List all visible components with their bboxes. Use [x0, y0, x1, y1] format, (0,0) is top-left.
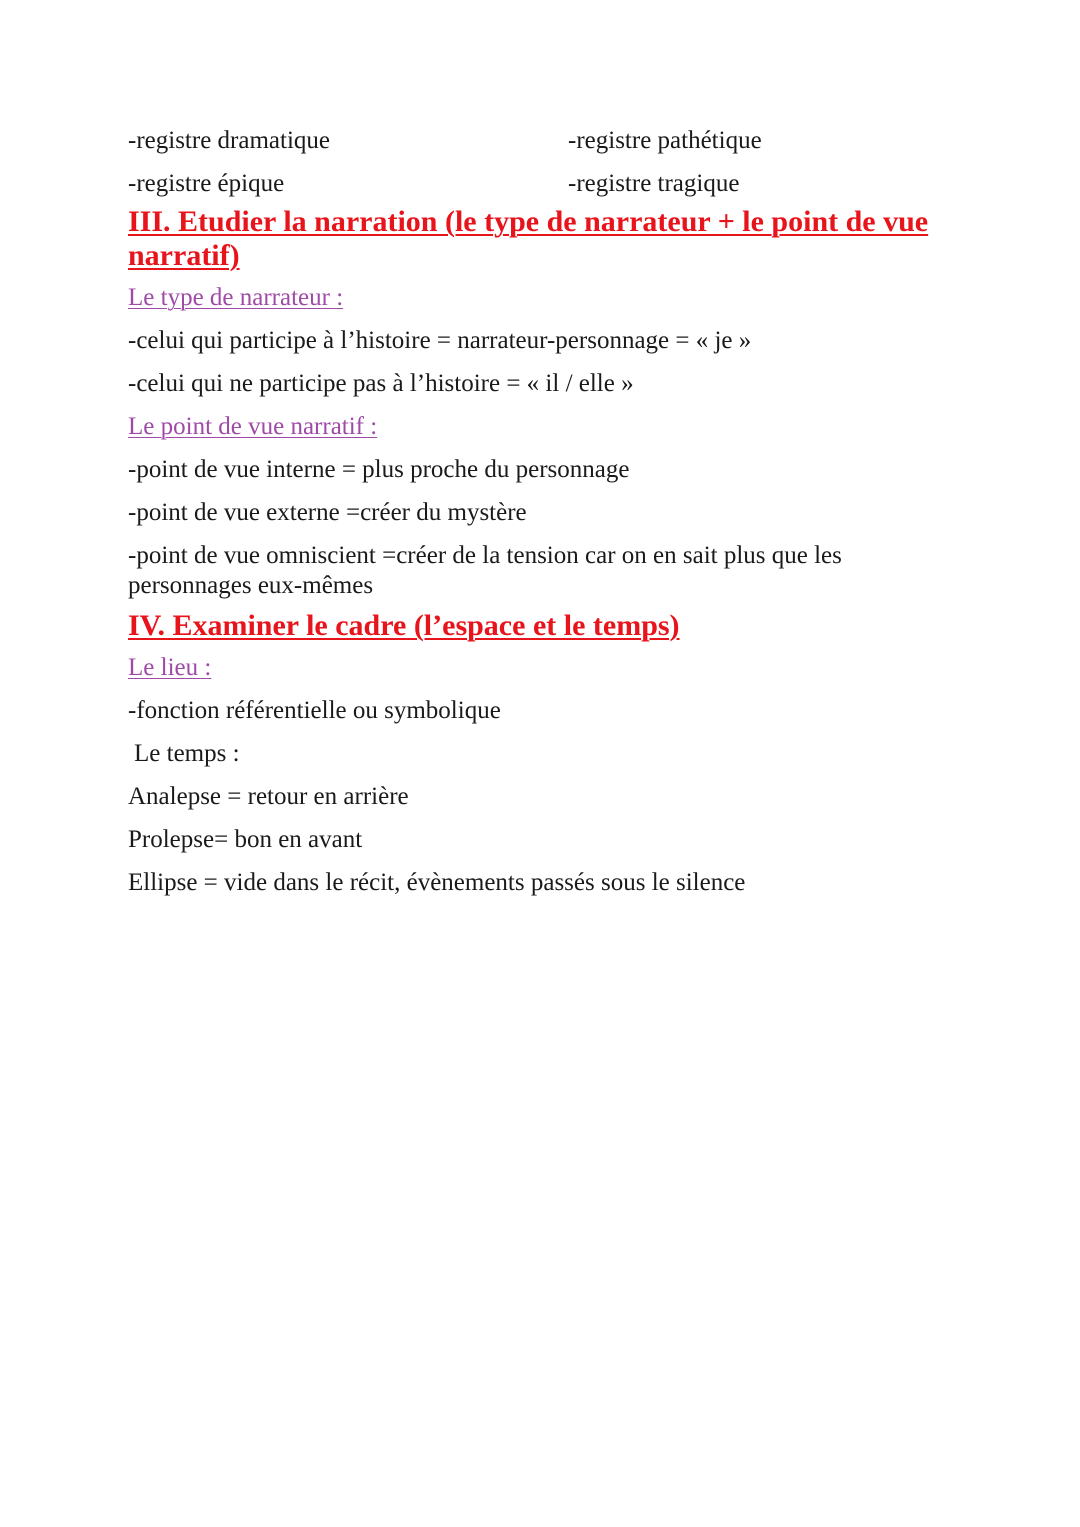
narrator-type-label: Le type de narrateur : — [128, 284, 344, 311]
register-item: -registre tragique — [568, 170, 740, 197]
narrator-type-item: -celui qui ne participe pas à l’histoire = « il / elle » — [128, 370, 634, 397]
document-page — [128, 126, 958, 911]
place-label: Le lieu : — [128, 654, 212, 681]
place-item: -fonction référentielle ou symbolique — [128, 697, 501, 724]
register-item: -registre pathétique — [568, 127, 762, 154]
point-of-view-item: -point de vue externe =créer du mystère — [128, 499, 527, 526]
register-row-2 — [128, 169, 958, 199]
point-of-view-item: -point de vue omniscient =créer de la tension car on en sait plus que les personnages eux-mêmes — [128, 542, 842, 599]
narrator-type-item: -celui qui participe à l’histoire = narrateur-personnage = « je » — [128, 327, 752, 354]
time-item: Prolepse= bon en avant — [128, 826, 363, 853]
point-of-view-label: Le point de vue narratif : — [128, 413, 378, 440]
register-item: -registre épique — [128, 170, 285, 197]
register-row-1 — [128, 126, 958, 156]
time-label: Le temps : — [134, 740, 240, 767]
register-item: -registre dramatique — [128, 127, 330, 154]
section-3-title: III. Etudier la narration (le type de narrateur + le point de vue narratif) — [128, 205, 929, 272]
point-of-view-item: -point de vue interne = plus proche du personnage — [128, 456, 630, 483]
time-item: Analepse = retour en arrière — [128, 783, 409, 810]
time-item: Ellipse = vide dans le récit, évènements passés sous le silence — [128, 869, 746, 896]
section-4-title: IV. Examiner le cadre (l’espace et le temps) — [128, 609, 680, 642]
